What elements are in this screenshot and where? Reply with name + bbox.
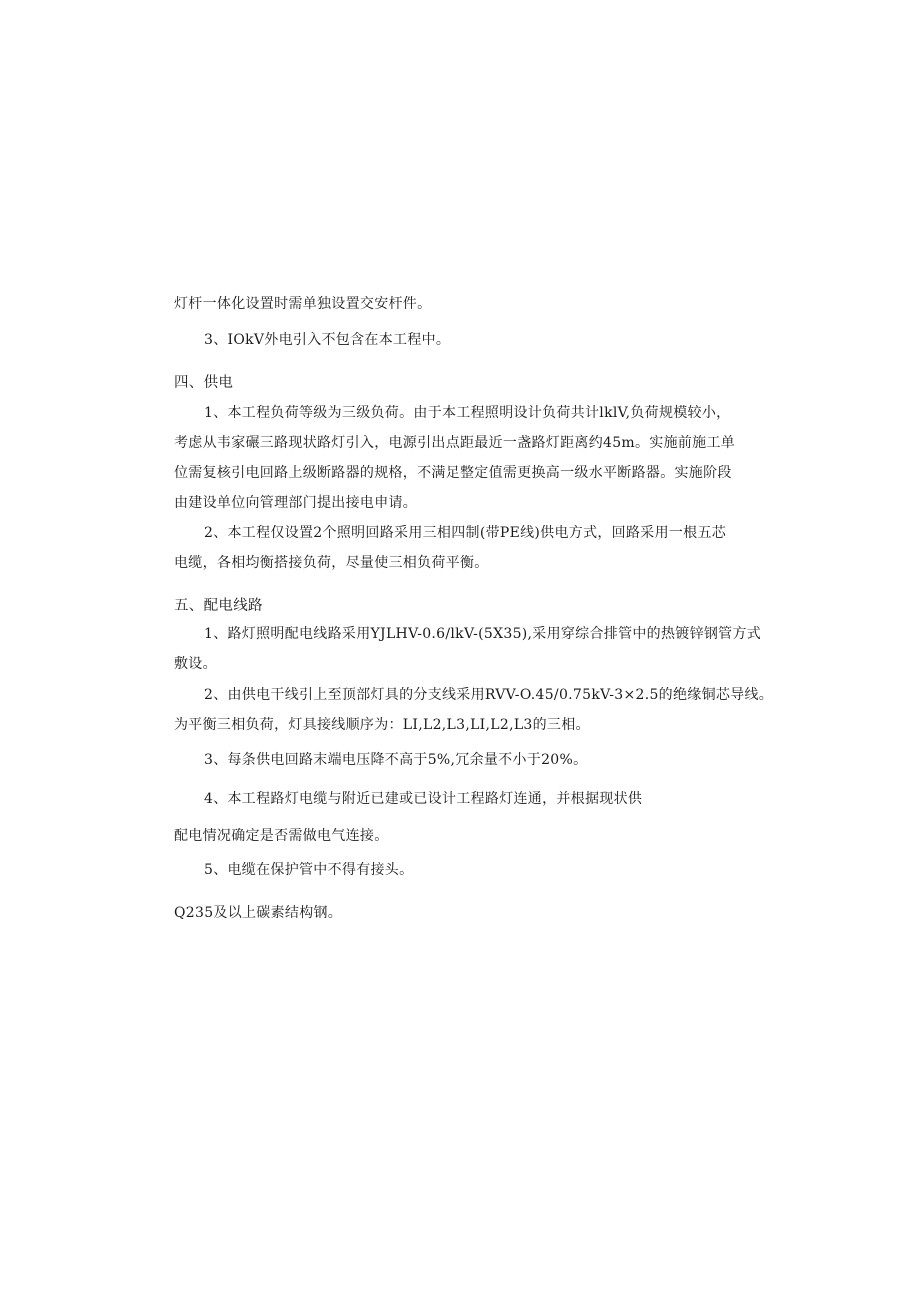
paragraph-line: 灯杆一体化设置时需单独设置交安杆件。 — [174, 296, 432, 312]
paragraph-line: 考虑从韦家碾三路现状路灯引入，电源引出点距最近一盏路灯距离约45m。实施前施工单 — [174, 435, 736, 451]
paragraph-line: 3、IOkV外电引入不包含在本工程中。 — [204, 332, 451, 348]
paragraph-line: 4、本工程路灯电缆与附近已建或已设计工程路灯连通，并根据现状供 — [204, 791, 643, 807]
paragraph-line: 2、本工程仅设置2个照明回路采用三相四制(带PE线)供电方式，回路采用一根五芯 — [204, 525, 727, 541]
section-heading-power-supply: 四、供电 — [174, 375, 234, 391]
paragraph-line: 由建设单位向管理部门提出接电申请。 — [174, 495, 418, 511]
paragraph-line: 2、由供电干线引上至顶部灯具的分支线采用RVV-O.45/0.75kV-3×2.5的绝缘铜芯导线。 — [204, 687, 774, 703]
paragraph-line: 3、每条供电回路末端电压降不高于5%,冗余量不小于20%。 — [204, 752, 588, 768]
section-heading-distribution-lines: 五、配电线路 — [174, 598, 263, 614]
paragraph-line: 配电情况确定是否需做电气连接。 — [174, 828, 389, 844]
paragraph-line: 1、本工程负荷等级为三级负荷。由于本工程照明设计负荷共计lklV,负荷规模较小， — [204, 405, 731, 421]
paragraph-line: 电缆，各相均衡搭接负荷，尽量使三相负荷平衡。 — [174, 555, 489, 571]
paragraph-line: 位需复核引电回路上级断路器的规格，不满足整定值需更换高一级水平断路器。实施阶段 — [174, 465, 732, 481]
paragraph-line: Q235及以上碳素结构钢。 — [174, 905, 343, 921]
paragraph-line: 为平衡三相负荷，灯具接线顺序为：LI,L2,L3,LI,L2,L3的三相。 — [174, 717, 590, 733]
paragraph-line: 5、电缆在保护管中不得有接头。 — [204, 862, 414, 878]
paragraph-line: 1、路灯照明配电线路采用YJLHV-0.6∕lkV-(5X35),采用穿综合排管中的热镀锌钢管方式 — [204, 626, 762, 642]
paragraph-line: 敷设。 — [174, 656, 217, 672]
